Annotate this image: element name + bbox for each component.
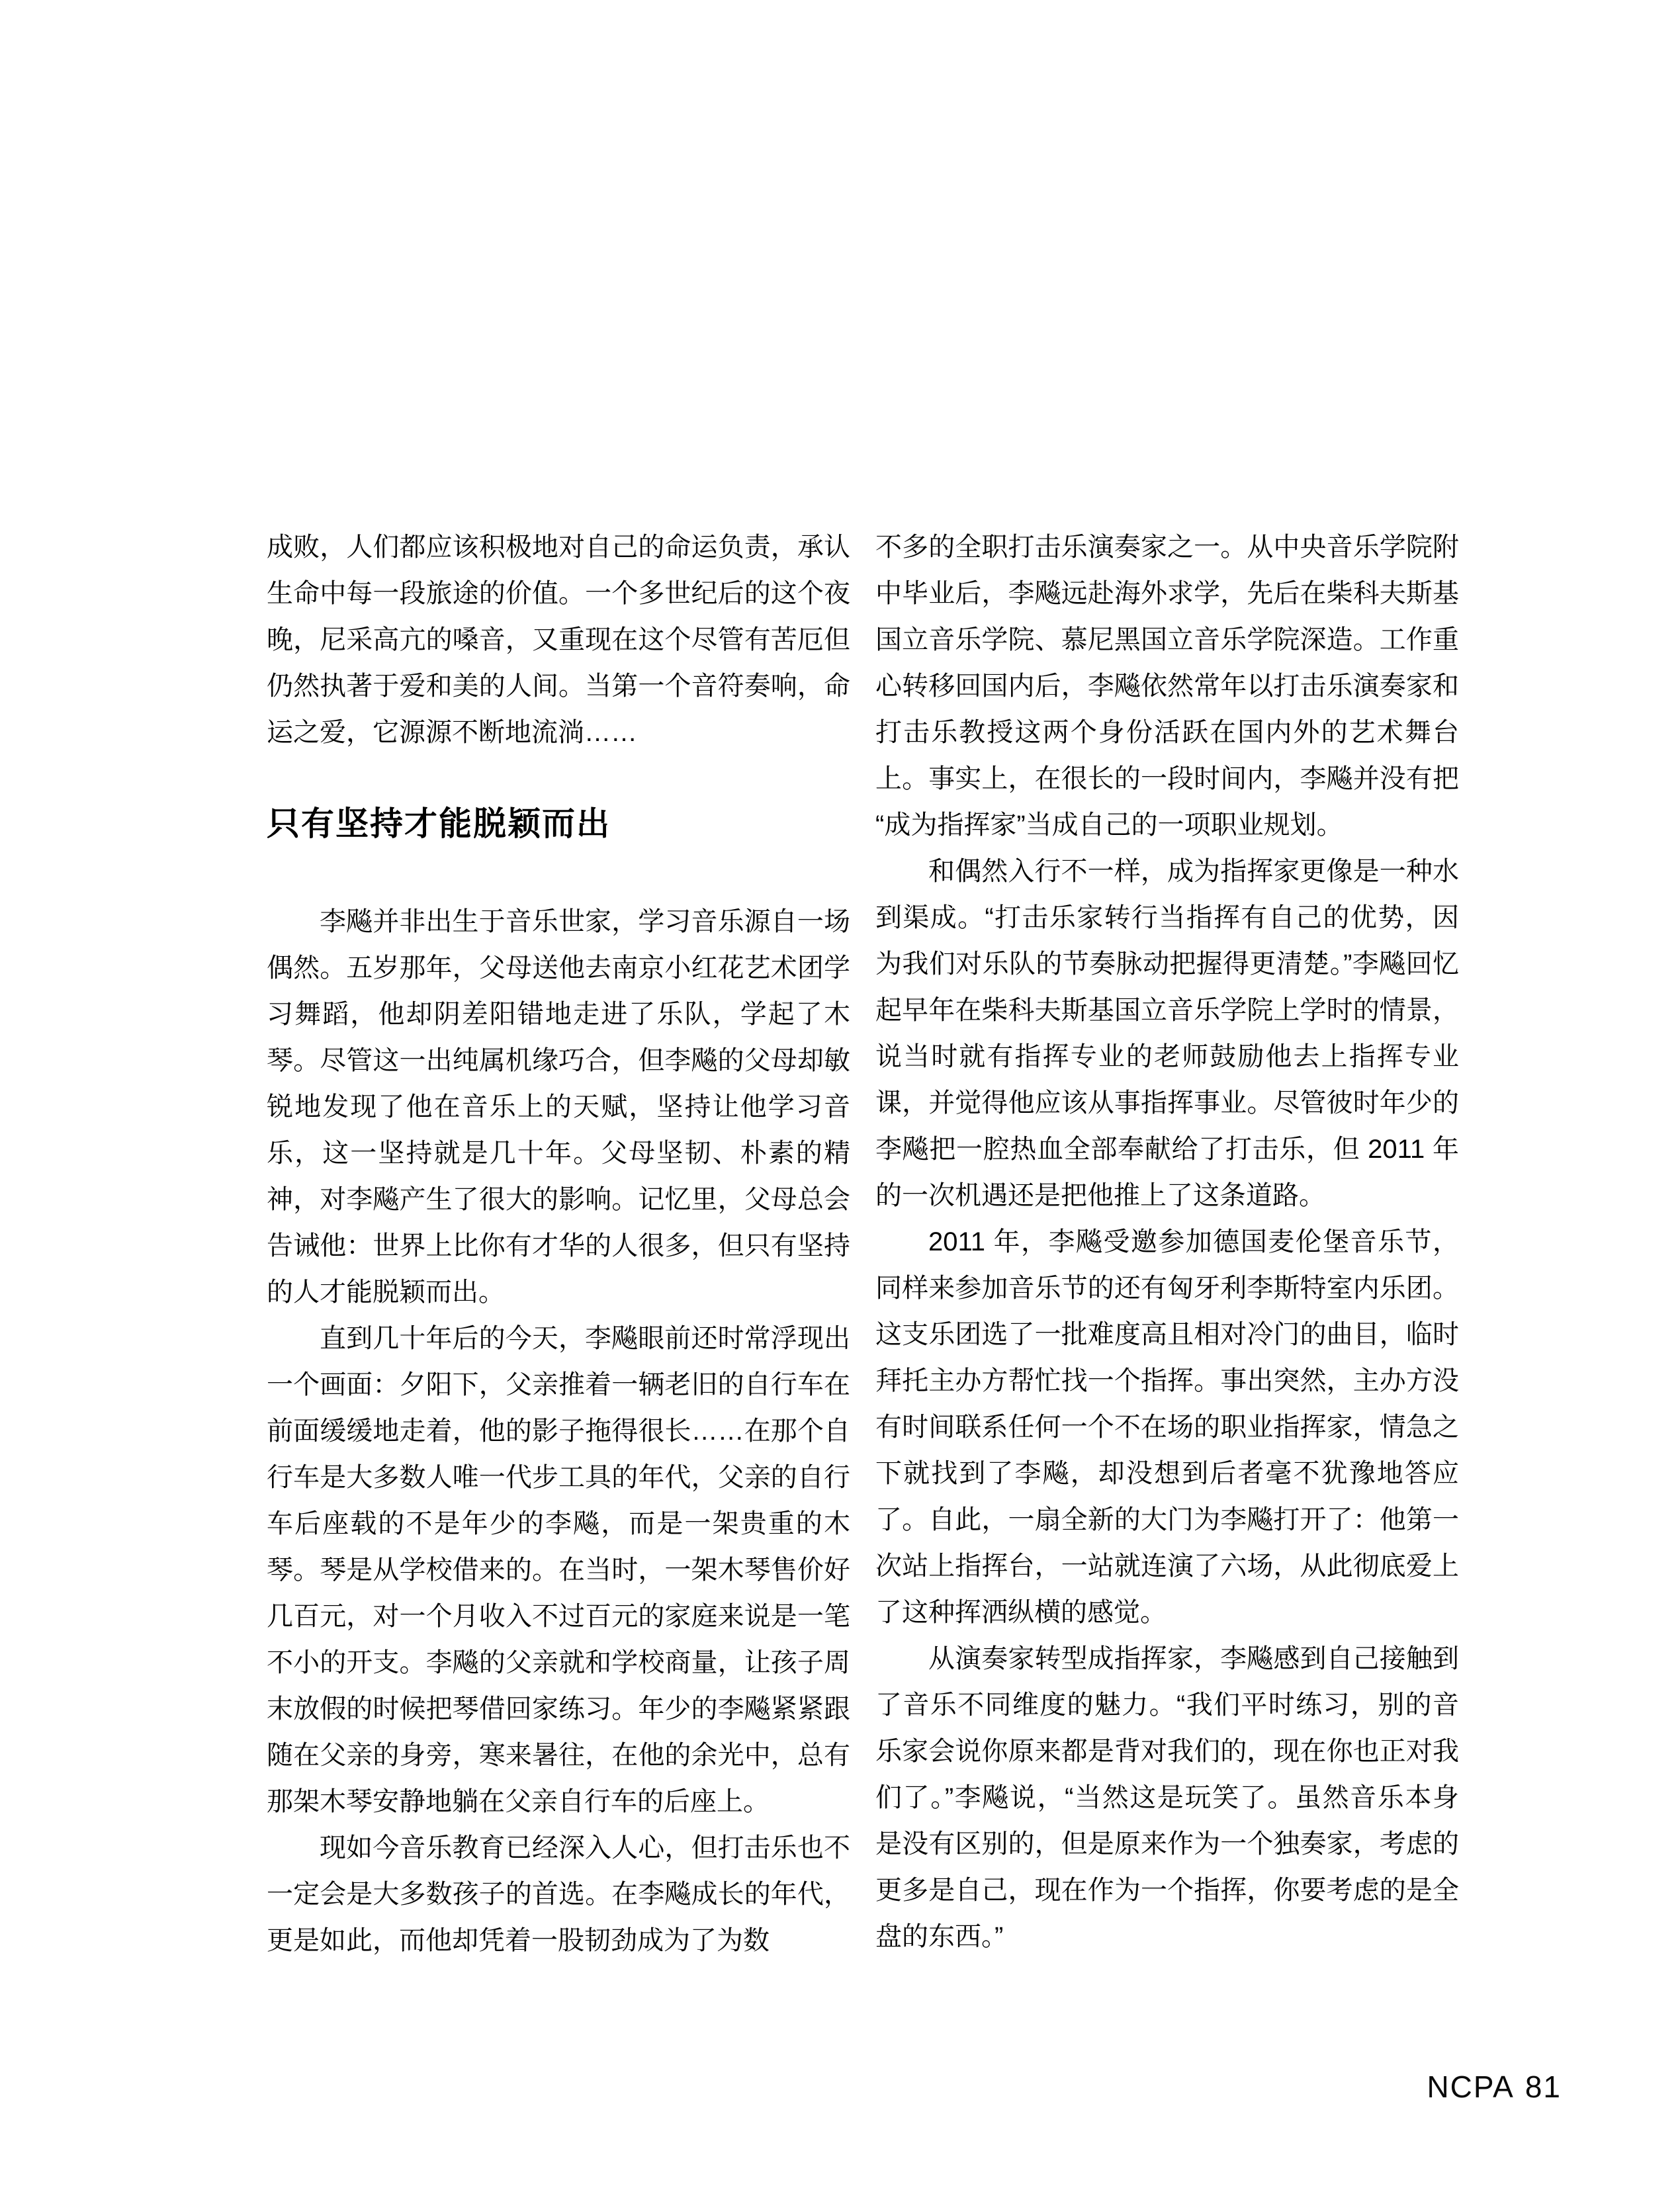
paragraph: 从演奏家转型成指挥家，李飚感到自己接触到了音乐不同维度的魅力。“我们平时练习，别的音乐家会说你原来都是背对我们的，现在你也正对我们了。”李飚说，“当然这是玩笑了。虽然音乐本身是没有区别的，但是原来作为一个独奏家，考虑的更多是自己，现在作为一个指挥，你要考虑的是全盘的东西。” [875, 1644, 1459, 1951]
paragraph: 直到几十年后的今天，李飚眼前还时常浮现出一个画面：夕阳下，父亲推着一辆老旧的自行车在前面缓缓地走着，他的影子拖得很长……在那个自行车是大多数人唯一代步工具的年代，父亲的自行车后座载的不是年少的李飚，而是一架贵重的木琴。琴是从学校借来的。在当时，一架木琴售价好几百元，对一个月收入不过百元的家庭来说是一笔不小的开支。李飚的父亲就和学校商量，让孩子周末放假的时候把琴借回家练习。年少的李飚紧紧跟随在父亲的身旁，寒来暑往，在他的余光中，总有那架木琴安静地躺在父亲自行车的后座上。 [267, 1324, 850, 1816]
paragraph: 李飚并非出生于音乐世家，学习音乐源自一场偶然。五岁那年，父母送他去南京小红花艺术团学习舞蹈，他却阴差阳错地走进了乐队，学起了木琴。尽管这一出纯属机缘巧合，但李飚的父母却敏锐地发现了他在音乐上的天赋，坚持让他学习音乐，这一坚持就是几十年。父母坚韧、朴素的精神，对李飚产生了很大的影响。记忆里，父母总会告诫他：世界上比你有才华的人很多，但只有坚持的人才能脱颖而出。 [267, 907, 850, 1307]
footer-page-number: 81 [1525, 2070, 1562, 2104]
section-heading: 只有坚持才能脱颖而出 [267, 805, 611, 842]
page-footer [1427, 2070, 1562, 2104]
paragraph-continuation: 不多的全职打击乐演奏家之一。从中央音乐学院附中毕业后，李飚远赴海外求学，先后在柴科夫斯基国立音乐学院、慕尼黑国立音乐学院深造。工作重心转移回国内后，李飚依然常年以打击乐演奏家和打击乐教授这两个身份活跃在国内外的艺术舞台上。事实上，在很长的一段时间内，李飚并没有把“成为指挥家”当成自己的一项职业规划。 [875, 533, 1459, 840]
right-column [875, 524, 1459, 1960]
footer-brand: NCPA [1427, 2070, 1515, 2104]
paragraph: 现如今音乐教育已经深入人心，但打击乐也不一定会是大多数孩子的首选。在李飚成长的年代，更是如此，而他却凭着一股韧劲成为了为数 [267, 1833, 850, 1955]
left-column [267, 524, 850, 1964]
paragraph: 和偶然入行不一样，成为指挥家更像是一种水到渠成。“打击乐家转行当指挥有自己的优势，因为我们对乐队的节奏脉动把握得更清楚。”李飚回忆起早年在柴科夫斯基国立音乐学院上学时的情景，说当时就有指挥专业的老师鼓励他去上指挥专业课，并觉得他应该从事指挥事业。尽管彼时年少的李飚把一腔热血全部奉献给了打击乐，但 2011 年的一次机遇还是把他推上了这条道路。 [875, 857, 1459, 1210]
paragraph: 2011 年，李飚受邀参加德国麦伦堡音乐节，同样来参加音乐节的还有匈牙利李斯特室内乐团。这支乐团选了一批难度高且相对冷门的曲目，临时拜托主办方帮忙找一个指挥。事出突然，主办方没有时间联系任何一个不在场的职业指挥家，情急之下就找到了李飚，却没想到后者毫不犹豫地答应了。自此，一扇全新的大门为李飚打开了：他第一次站上指挥台，一站就连演了六场，从此彻底爱上了这种挥洒纵横的感觉。 [875, 1227, 1459, 1627]
paragraph-continuation: 成败，人们都应该积极地对自己的命运负责，承认生命中每一段旅途的价值。一个多世纪后的这个夜晚，尼采高亢的嗓音，又重现在这个尽管有苦厄但仍然执著于爱和美的人间。当第一个音符奏响，命运之爱，它源源不断地流淌…… [267, 533, 850, 747]
